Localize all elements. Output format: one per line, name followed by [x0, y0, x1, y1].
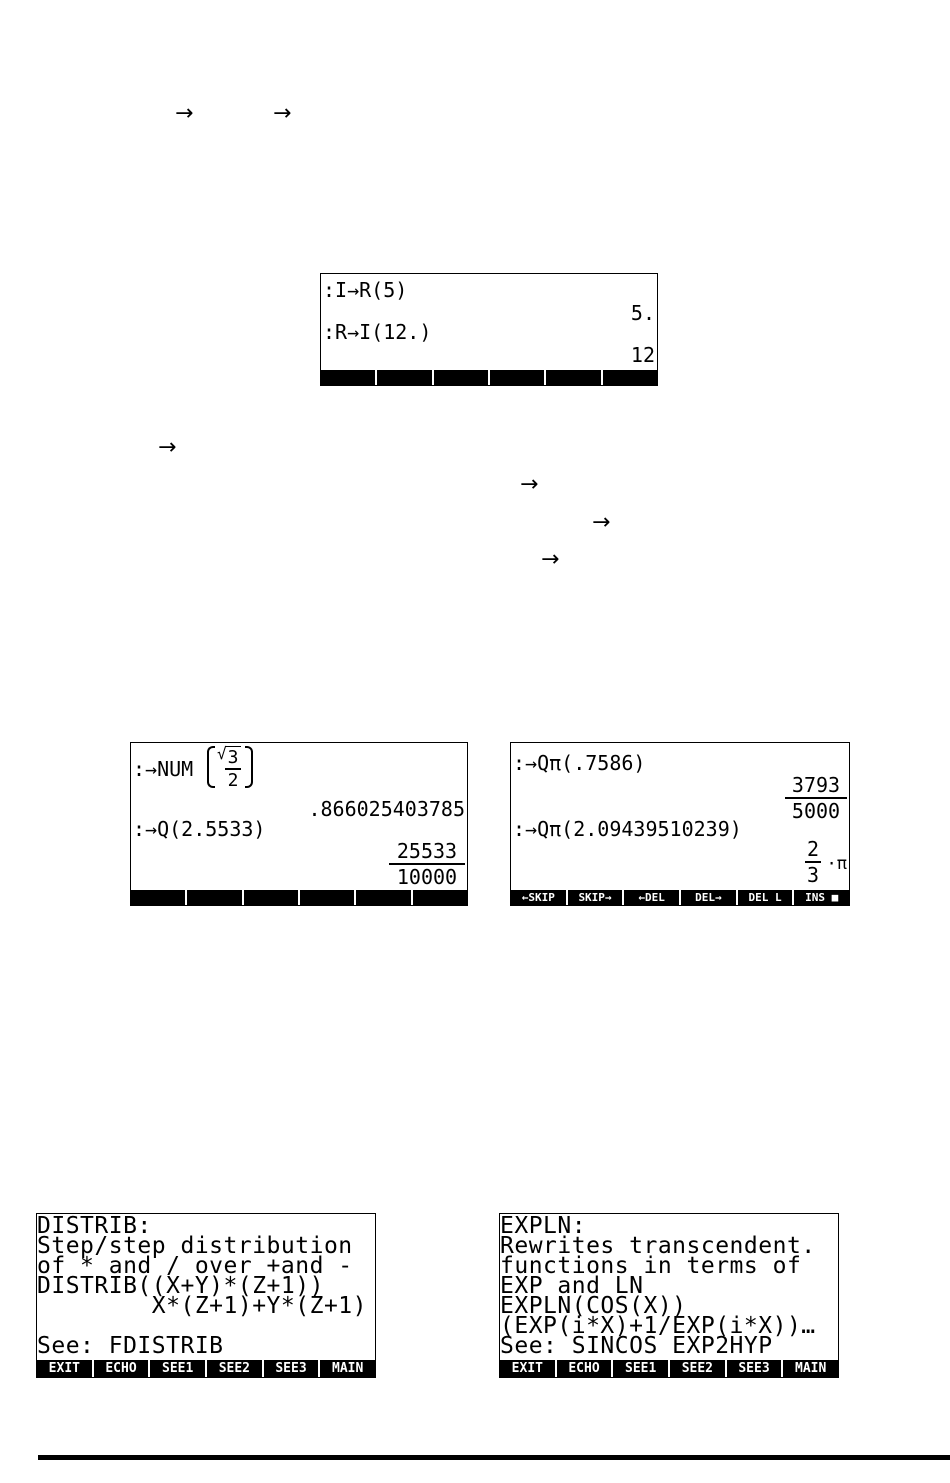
arrow-glyph: → — [520, 472, 539, 497]
help-line: X*(Z+1)+Y*(Z+1) — [37, 1293, 367, 1319]
softkey[interactable] — [131, 890, 185, 905]
stack-command: :I→R(5) — [323, 278, 408, 302]
softkey-bar — [131, 890, 467, 905]
help-line: functions in terms of — [500, 1253, 802, 1279]
denominator: 3 — [806, 863, 820, 887]
softkey-see3[interactable]: SEE3 — [262, 1360, 319, 1377]
footer-rule — [38, 1455, 950, 1460]
softkey-echo[interactable]: ECHO — [555, 1360, 612, 1377]
softkey-echo[interactable]: ECHO — [92, 1360, 149, 1377]
stack-result: 12 — [630, 343, 655, 367]
softkey-del-line[interactable]: DEL L — [736, 890, 793, 905]
right-bracket — [245, 746, 253, 788]
softkey[interactable] — [375, 370, 431, 385]
numerator: 25533 — [396, 839, 458, 863]
softkey[interactable] — [354, 890, 410, 905]
stack-command: :→Qπ(2.09439510239) — [513, 817, 742, 841]
softkey-see2[interactable]: SEE2 — [205, 1360, 262, 1377]
softkey-main[interactable]: MAIN — [781, 1360, 838, 1377]
softkey-bar — [500, 1360, 838, 1377]
sqrt-fraction — [225, 746, 241, 791]
pi-suffix: ·π — [826, 854, 847, 874]
fraction-result — [785, 773, 847, 823]
softkey[interactable] — [432, 370, 488, 385]
stack-command: :R→I(12.) — [323, 320, 432, 344]
calculator-screen-num-q — [130, 742, 468, 906]
arrow-glyph: → — [158, 435, 177, 460]
help-line: EXP and LN — [500, 1273, 644, 1299]
softkey[interactable] — [321, 370, 375, 385]
calculator-screen-qpi — [510, 742, 850, 906]
denominator: 2 — [225, 768, 241, 791]
softkey[interactable] — [411, 890, 467, 905]
softkey-see2[interactable]: SEE2 — [668, 1360, 725, 1377]
calculator-help-expln — [499, 1213, 839, 1378]
help-title: EXPLN: — [500, 1213, 587, 1239]
softkey[interactable] — [488, 370, 544, 385]
softkey-see1[interactable]: SEE1 — [148, 1360, 205, 1377]
numerator: 2 — [806, 837, 820, 861]
fraction-result — [805, 837, 821, 887]
softkey[interactable] — [242, 890, 298, 905]
softkey[interactable] — [601, 370, 657, 385]
softkey-del-right[interactable]: DEL→ — [679, 890, 736, 905]
calculator-screen-i-r — [320, 273, 658, 386]
denominator: 10000 — [389, 863, 465, 889]
softkey-insert[interactable]: INS ■ — [792, 890, 849, 905]
help-see-also: See: SINCOS EXP2HYP — [500, 1333, 773, 1359]
numerator: 3793 — [791, 773, 841, 797]
softkey[interactable] — [298, 890, 354, 905]
softkey-see1[interactable]: SEE1 — [611, 1360, 668, 1377]
softkey-main[interactable]: MAIN — [318, 1360, 375, 1377]
arrow-glyph: → — [592, 510, 611, 535]
sqrt-symbol: √ — [217, 744, 227, 763]
arrow-glyph: → — [273, 101, 292, 126]
softkey-bar — [37, 1360, 375, 1377]
fraction-result — [389, 839, 465, 889]
left-bracket — [207, 746, 215, 788]
help-title: DISTRIB: — [37, 1213, 152, 1239]
softkey-bar — [321, 370, 657, 385]
softkey-exit[interactable]: EXIT — [511, 1361, 543, 1376]
softkey-exit[interactable]: EXIT — [48, 1361, 80, 1376]
softkey-del-left[interactable]: ←DEL — [622, 890, 679, 905]
softkey-skip-right[interactable]: SKIP→ — [566, 890, 623, 905]
help-line: EXPLN(COS(X)) — [500, 1293, 687, 1319]
help-see-also: See: FDISTRIB — [37, 1333, 224, 1359]
help-line: Rewrites transcendent. — [500, 1233, 816, 1259]
softkey[interactable] — [544, 370, 600, 385]
stack-command: :→Qπ(.7586) — [513, 751, 646, 775]
denominator: 5000 — [785, 797, 847, 823]
help-line: Step/step distribution — [37, 1233, 353, 1259]
help-line: of * and / over +and - — [37, 1253, 353, 1279]
calculator-help-distrib — [36, 1213, 376, 1378]
radicand: 3 — [225, 746, 241, 768]
help-line: (EXP(i*X)+1/EXP(i*X))… — [500, 1313, 816, 1339]
arrow-glyph: → — [541, 547, 560, 572]
stack-command: :→Q(2.5533) — [133, 817, 266, 841]
stack-command: :→NUM — [133, 757, 194, 781]
stack-result: .866025403785 — [308, 797, 465, 821]
softkey[interactable] — [185, 890, 241, 905]
softkey-skip-left[interactable]: ←SKIP — [521, 891, 555, 904]
help-line: DISTRIB((X+Y)*(Z+1)) — [37, 1273, 324, 1299]
arrow-glyph: → — [175, 101, 194, 126]
softkey-bar — [511, 890, 849, 905]
softkey-see3[interactable]: SEE3 — [725, 1360, 782, 1377]
stack-result: 5. — [630, 301, 655, 325]
